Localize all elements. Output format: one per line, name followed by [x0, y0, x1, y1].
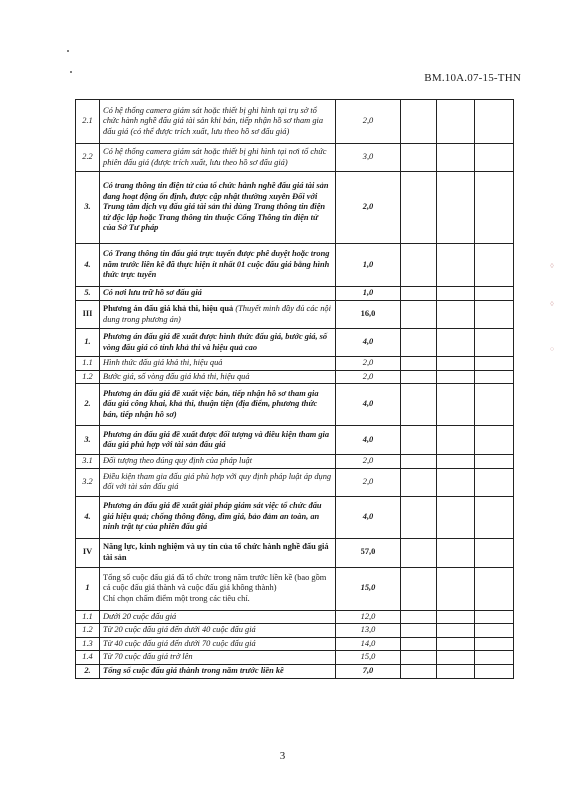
empty-cell [401, 100, 437, 144]
criterion-text [100, 567, 336, 610]
empty-cell [401, 468, 437, 496]
empty-cell [475, 172, 514, 244]
empty-cell [437, 287, 475, 301]
empty-cell [437, 370, 475, 384]
empty-cell [475, 384, 514, 426]
criterion-text: Phương án đấu giá đề xuất được đối tượng và điều kiện tham gia đấu giá phù hợp với tài sản đấu giá [100, 426, 336, 455]
empty-cell [475, 455, 514, 469]
empty-cell [475, 357, 514, 371]
empty-cell [437, 538, 475, 567]
criterion-number: 4. [76, 496, 100, 538]
empty-cell [437, 455, 475, 469]
empty-cell [401, 301, 437, 329]
table-row [76, 637, 514, 651]
table-row [76, 538, 514, 567]
table-row [76, 244, 514, 287]
criterion-score: 1,0 [336, 287, 401, 301]
empty-cell [475, 567, 514, 610]
criterion-number: 1 [76, 567, 100, 610]
criterion-score: 7,0 [336, 664, 401, 678]
table-row [76, 455, 514, 469]
criterion-number: 3.2 [76, 468, 100, 496]
criterion-score: 16,0 [336, 301, 401, 329]
criterion-text: Điều kiện tham gia đấu giá phù hợp với quy định pháp luật áp dụng đối với tài sản đấu giá [100, 468, 336, 496]
criterion-text: Có hệ thống camera giám sát hoặc thiết bị ghi hình tại trụ sở tổ chức hành nghề đấu giá tài sản khi bán, tiếp nhận hồ sơ tham gia đấu giá (có thể được trích xuất, lưu theo hồ sơ đấu giá) [100, 100, 336, 144]
table-row [76, 329, 514, 357]
empty-cell [401, 538, 437, 567]
criterion-number: 1.2 [76, 370, 100, 384]
criterion-number: 1.1 [76, 357, 100, 371]
criterion-text: Hình thức đấu giá khả thi, hiệu quả [100, 357, 336, 371]
empty-cell [401, 651, 437, 665]
criterion-number: 2.1 [76, 100, 100, 144]
table-row [76, 370, 514, 384]
table-row [76, 301, 514, 329]
table-row [76, 357, 514, 371]
table-row [76, 172, 514, 244]
empty-cell [401, 357, 437, 371]
criterion-score: 2,0 [336, 357, 401, 371]
criterion-text: Bước giá, số vòng đấu giá khả thi, hiệu quả [100, 370, 336, 384]
empty-cell [401, 244, 437, 287]
empty-cell [401, 172, 437, 244]
empty-cell [437, 329, 475, 357]
empty-cell [437, 301, 475, 329]
empty-cell [437, 244, 475, 287]
table-row [76, 651, 514, 665]
table-row [76, 287, 514, 301]
empty-cell [401, 384, 437, 426]
criterion-number: 1.1 [76, 610, 100, 624]
empty-cell [437, 664, 475, 678]
criterion-score: 4,0 [336, 329, 401, 357]
empty-cell [475, 244, 514, 287]
empty-cell [401, 455, 437, 469]
page-number: 3 [279, 750, 286, 762]
criterion-text: Dưới 20 cuộc đấu giá [100, 610, 336, 624]
criterion-text: Có nơi lưu trữ hồ sơ đấu giá [100, 287, 336, 301]
criterion-score: 4,0 [336, 426, 401, 455]
table-row [76, 468, 514, 496]
criterion-score: 2,0 [336, 172, 401, 244]
empty-cell [437, 172, 475, 244]
criterion-score: 57,0 [336, 538, 401, 567]
stamp-mark: ◊ [550, 262, 554, 270]
table-row [76, 100, 514, 144]
criterion-number: 3. [76, 172, 100, 244]
empty-cell [475, 637, 514, 651]
criterion-number: IV [76, 538, 100, 567]
criterion-score: 2,0 [336, 455, 401, 469]
empty-cell [475, 610, 514, 624]
empty-cell [475, 651, 514, 665]
criterion-score: 2,0 [336, 370, 401, 384]
criterion-score: 13,0 [336, 624, 401, 638]
stamp-mark: ◊ [550, 300, 554, 308]
table-row [76, 610, 514, 624]
criterion-text: Tổng số cuộc đấu giá thành trong năm trước liền kề [100, 664, 336, 678]
criterion-text: Có Trang thông tin đấu giá trực tuyến được phê duyệt hoặc trong năm trước liền kề đã thực hiện ít nhất 01 cuộc đấu giá bằng hình thức trực tuyến [100, 244, 336, 287]
criterion-number: 3. [76, 426, 100, 455]
empty-cell [401, 287, 437, 301]
criterion-score: 4,0 [336, 496, 401, 538]
criterion-title: Phương án đấu giá khả thi, hiệu quả [103, 304, 234, 313]
criterion-score: 14,0 [336, 637, 401, 651]
criterion-number: 2. [76, 664, 100, 678]
empty-cell [437, 468, 475, 496]
criterion-number: 3.1 [76, 455, 100, 469]
empty-cell [437, 100, 475, 144]
empty-cell [475, 144, 514, 172]
empty-cell [401, 426, 437, 455]
criterion-score: 12,0 [336, 610, 401, 624]
table-row [76, 496, 514, 538]
criterion-number: 2.2 [76, 144, 100, 172]
criteria-table [75, 99, 514, 679]
empty-cell [475, 664, 514, 678]
criterion-text: Phương án đấu giá đề xuất được hình thức đấu giá, bước giá, số vòng đấu giá có tính khả thi và hiệu quả cao [100, 329, 336, 357]
table-row [76, 426, 514, 455]
table-row [76, 384, 514, 426]
criterion-number: 5. [76, 287, 100, 301]
criterion-text: Có trang thông tin điện tử của tổ chức hành nghề đấu giá tài sản đang hoạt động ổn định, được cập nhật thường xuyên Đối với Trung tâm dịch vụ đấu giá tài sản thì dùng Trang thông tin điện tử độc lập hoặc Trang thông tin thuộc Cổng Thông tin điện tử của Sở Tư pháp [100, 172, 336, 244]
criterion-score: 15,0 [336, 567, 401, 610]
criterion-score: 3,0 [336, 144, 401, 172]
criterion-number: 4. [76, 244, 100, 287]
empty-cell [437, 624, 475, 638]
empty-cell [475, 624, 514, 638]
criterion-text: Từ 70 cuộc đấu giá trở lên [100, 651, 336, 665]
empty-cell [401, 496, 437, 538]
empty-cell [401, 624, 437, 638]
table-row [76, 567, 514, 610]
empty-cell [437, 651, 475, 665]
criterion-text: Có hệ thống camera giám sát hoặc thiết bị ghi hình tại nơi tổ chức phiên đấu giá (được trích xuất, lưu theo hồ sơ đấu giá) [100, 144, 336, 172]
criterion-text: Đối tượng theo đúng quy định của pháp luật [100, 455, 336, 469]
criterion-text: Từ 20 cuộc đấu giá đến dưới 40 cuộc đấu giá [100, 624, 336, 638]
scan-speck [67, 50, 69, 52]
table-row [76, 144, 514, 172]
empty-cell [401, 664, 437, 678]
criterion-text: Năng lực, kinh nghiệm và uy tín của tổ chức hành nghề đấu giá tài sản [100, 538, 336, 567]
empty-cell [475, 426, 514, 455]
empty-cell [401, 329, 437, 357]
empty-cell [437, 357, 475, 371]
criterion-text: Phương án đấu giá đề xuất việc bán, tiếp nhận hồ sơ tham gia đấu giá công khai, khả thi, thuận tiện (địa điểm, phương thức bán, tiếp nhận hồ sơ) [100, 384, 336, 426]
criterion-score: 2,0 [336, 468, 401, 496]
criterion-title: Tổng số cuộc đấu giá đã tổ chức trong năm trước liền kề (bao gồm cả cuộc đấu giá thành và cuộc đấu giá không thành) [103, 572, 327, 593]
criterion-score: 4,0 [336, 384, 401, 426]
criterion-score: 15,0 [336, 651, 401, 665]
scan-speck [70, 71, 72, 73]
table-row [76, 624, 514, 638]
table-row [76, 664, 514, 678]
empty-cell [437, 637, 475, 651]
empty-cell [475, 287, 514, 301]
criterion-score: 2,0 [336, 100, 401, 144]
criterion-number: 2. [76, 384, 100, 426]
empty-cell [437, 384, 475, 426]
empty-cell [437, 496, 475, 538]
empty-cell [475, 538, 514, 567]
criterion-text: Phương án đấu giá đề xuất giải pháp giám sát việc tổ chức đấu giá hiệu quả; chống thông đồng, dìm giá, bảo đảm an toàn, an ninh trật tự của phiên đấu giá [100, 496, 336, 538]
empty-cell [401, 637, 437, 651]
criterion-number: III [76, 301, 100, 329]
empty-cell [475, 496, 514, 538]
empty-cell [401, 370, 437, 384]
document-code: BM.10A.07-15-THN [424, 72, 521, 84]
criterion-number: 1. [76, 329, 100, 357]
empty-cell [475, 100, 514, 144]
empty-cell [437, 567, 475, 610]
stamp-mark: ○ [549, 345, 555, 353]
empty-cell [437, 426, 475, 455]
empty-cell [401, 610, 437, 624]
empty-cell [437, 610, 475, 624]
criterion-instruction: Chỉ chọn chấm điểm một trong các tiêu chí. [103, 593, 250, 603]
criterion-score: 1,0 [336, 244, 401, 287]
empty-cell [437, 144, 475, 172]
empty-cell [475, 329, 514, 357]
empty-cell [475, 370, 514, 384]
empty-cell [475, 468, 514, 496]
criterion-number: 1.2 [76, 624, 100, 638]
empty-cell [475, 301, 514, 329]
empty-cell [401, 567, 437, 610]
criterion-number: 1.3 [76, 637, 100, 651]
criterion-note: (Thuyết minh đầy đủ các nội dung trong phương án) [103, 304, 331, 324]
criterion-text: Từ 40 cuộc đấu giá đến dưới 70 cuộc đấu giá [100, 637, 336, 651]
criterion-number: 1.4 [76, 651, 100, 665]
criterion-text [100, 301, 336, 329]
empty-cell [401, 144, 437, 172]
